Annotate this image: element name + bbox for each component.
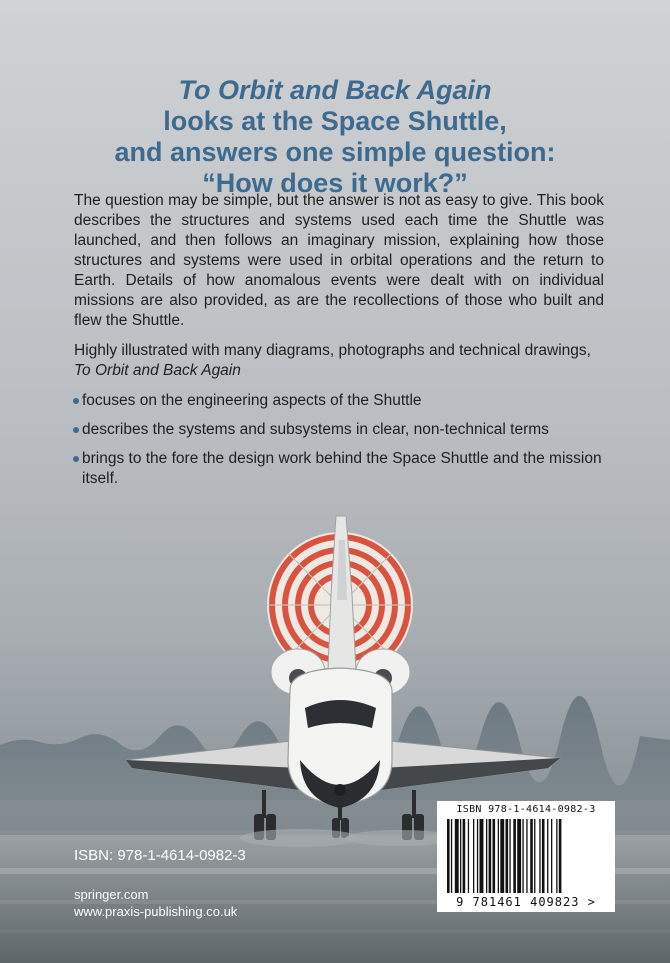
list-item-text: focuses on the engineering aspects of the Shuttle [82, 392, 422, 409]
barcode-bar [539, 819, 540, 893]
feature-list [74, 391, 604, 489]
barcode-bar [547, 819, 548, 893]
list-item-text: brings to the fore the design work behind the Space Shuttle and the mission itself. [82, 450, 602, 487]
barcode-bar [498, 819, 499, 893]
bullet-icon [73, 398, 79, 404]
list-item-text: describes the systems and subsystems in clear, non-technical terms [82, 421, 549, 438]
barcode-bars [445, 819, 607, 893]
barcode-bar [451, 819, 452, 893]
barcode-bar [477, 819, 478, 893]
headline-line-2: looks at the Space Shuttle, [163, 106, 507, 136]
barcode-bar [530, 819, 533, 893]
barcode-bar [463, 819, 466, 893]
headline-line-4: “How does it work?” [202, 168, 468, 198]
headline [0, 75, 670, 199]
url-springer: springer.com [74, 887, 149, 902]
barcode-bar [513, 819, 516, 893]
blurb-paragraph-2-title: To Orbit and Back Again [74, 362, 241, 379]
barcode-bar [534, 819, 535, 893]
list-item [74, 449, 604, 489]
bullet-icon [73, 427, 79, 433]
blurb-paragraph-2-lead: Highly illustrated with many diagrams, photographs and technical drawings, [74, 342, 591, 359]
barcode-bar [455, 819, 459, 893]
barcode-bar [489, 819, 492, 893]
list-item [74, 391, 604, 411]
barcode-bar [559, 819, 562, 893]
barcode-bar [493, 819, 496, 893]
barcode-digits: 9 781461 409823 > [456, 895, 596, 909]
blurb [74, 191, 604, 498]
barcode-bar [551, 819, 552, 893]
barcode-bar [468, 819, 469, 893]
list-item [74, 420, 604, 440]
barcode-bar [522, 819, 523, 893]
isbn-text: ISBN: 978-1-4614-0982-3 [74, 847, 246, 864]
barcode-bar [460, 819, 461, 893]
barcode-bar [473, 819, 474, 893]
url-praxis: www.praxis-publishing.co.uk [74, 904, 238, 919]
barcode-bar [486, 819, 487, 893]
barcode-bar [500, 819, 504, 893]
barcode-bar [447, 819, 450, 893]
book-title-italic: To Orbit and Back Again [178, 75, 492, 105]
barcode-bar [542, 819, 545, 893]
barcode-bar [517, 819, 521, 893]
barcode-bar [556, 819, 557, 893]
barcode-bar [509, 819, 510, 893]
bullet-icon [73, 456, 79, 462]
barcode [437, 801, 615, 912]
publisher-urls [74, 886, 237, 920]
blurb-paragraph-2 [74, 341, 604, 381]
barcode-bar [526, 819, 527, 893]
blurb-paragraph-1: The question may be simple, but the answer is not as easy to give. This book describes the structures and systems used each time the Shuttle was launched, and then follows an imaginary mission, explaining how those structures and systems were used in orbital operations and the return to Earth. Details of how anomalous events were dealt with on individual missions are also provided, as are the recollections of those who built and flew the Shuttle. [74, 192, 604, 329]
barcode-bar [480, 819, 484, 893]
barcode-bar [506, 819, 509, 893]
barcode-isbn-label: ISBN 978-1-4614-0982-3 [456, 804, 596, 815]
headline-line-3: and answers one simple question: [114, 137, 556, 167]
